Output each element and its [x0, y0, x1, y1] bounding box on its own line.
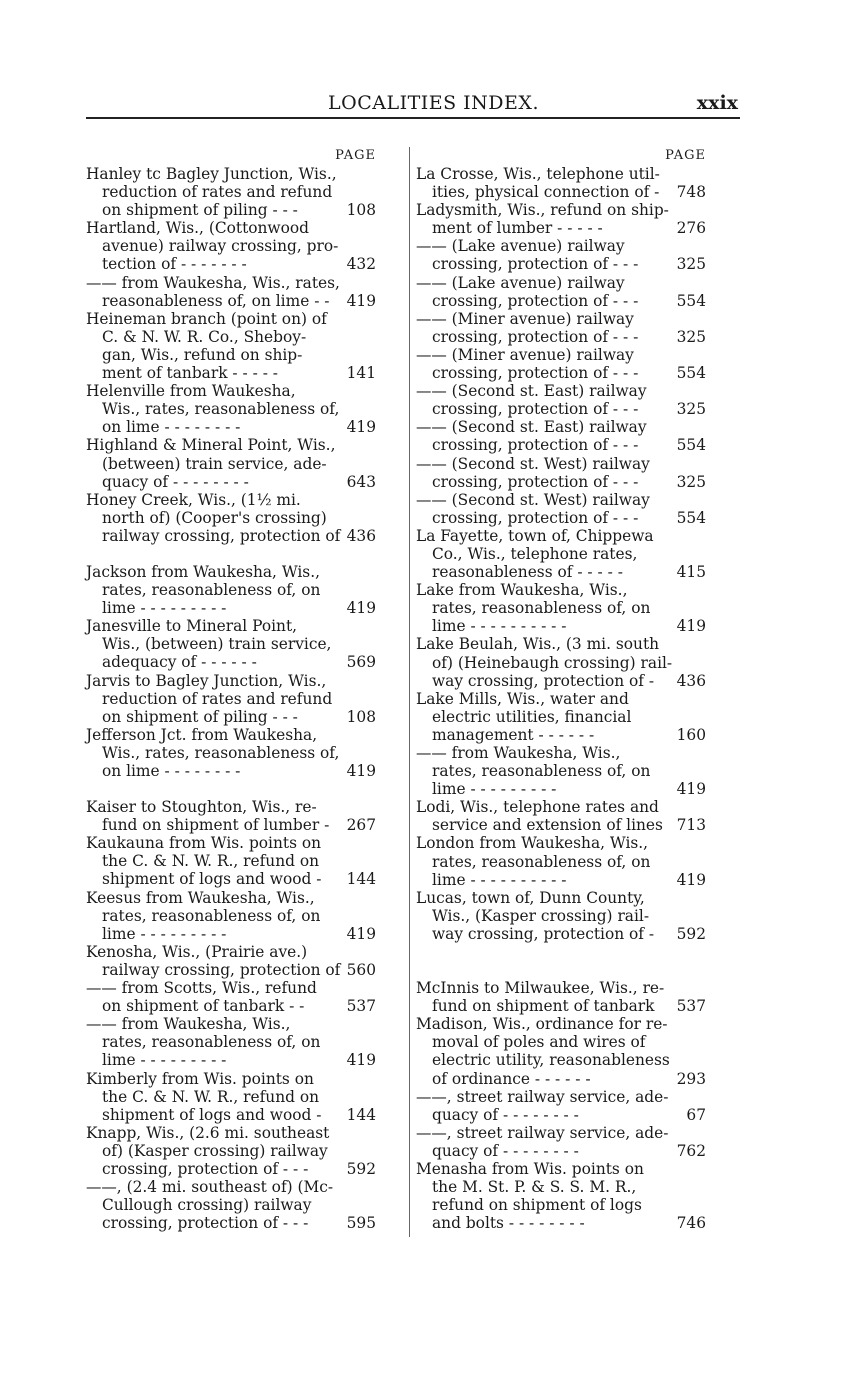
entry-line: Wis., rates, reasonableness of, — [102, 400, 340, 419]
entry-line: —— (Miner avenue) railway — [416, 309, 634, 328]
entry-line: reasonableness of - - - - - — [432, 563, 623, 582]
entry-line: —— from Waukesha, Wis., — [86, 1015, 291, 1034]
index-entry — [86, 979, 376, 1015]
entry-line: Hanley tc Bagley Junction, Wis., — [86, 165, 337, 183]
index-entry — [86, 726, 376, 780]
index-entry — [416, 382, 706, 418]
entry-line: —— (Lake avenue) railway — [416, 237, 625, 256]
entry-line: ities, physical connection of - — [432, 183, 660, 202]
page-reference: 762 — [676, 1141, 706, 1160]
entry-line: Helenville from Waukesha, — [86, 382, 296, 401]
entry-line: Madison, Wis., ordinance for re- — [416, 1015, 668, 1034]
entry-line: the M. St. P. & S. S. M. R., — [432, 1178, 637, 1197]
page-reference: 276 — [676, 219, 706, 238]
page-number: xxix — [696, 92, 738, 114]
entry-line: Ladysmith, Wis., refund on ship- — [416, 201, 669, 220]
entry-line: La Fayette, town of, Chippewa — [416, 526, 654, 545]
entry-line: Hartland, Wis., (Cottonwood — [86, 219, 309, 238]
index-entry — [86, 1015, 376, 1069]
entry-line: lime - - - - - - - - - — [102, 599, 227, 618]
entry-line: La Crosse, Wis., telephone util- — [416, 165, 660, 183]
entry-line: of ordinance - - - - - - — [432, 1069, 591, 1088]
index-entry — [86, 798, 376, 834]
entry-line: rates, reasonableness of, on — [102, 906, 321, 925]
entry-line: gan, Wis., refund on ship- — [102, 345, 303, 364]
entry-line: crossing, protection of - - - — [102, 1214, 309, 1233]
index-entry — [86, 436, 376, 490]
entry-line: crossing, protection of - - - — [432, 327, 639, 346]
page-reference: 419 — [676, 870, 706, 889]
page-reference: 419 — [346, 291, 376, 310]
page-reference: 436 — [676, 671, 706, 690]
index-entry — [416, 527, 706, 581]
entry-line: Kimberly from Wis. points on — [86, 1069, 314, 1088]
index-entry — [86, 563, 376, 617]
entry-line: Lodi, Wis., telephone rates and — [416, 798, 659, 817]
page-reference: 537 — [346, 997, 376, 1016]
entry-line: (between) train service, ade- — [102, 454, 327, 473]
index-entry — [86, 834, 376, 888]
entry-line: on lime - - - - - - - - — [102, 418, 241, 437]
entry-line: the C. & N. W. R., refund on — [102, 1087, 320, 1106]
entry-line: ——, street railway service, ade- — [416, 1123, 669, 1142]
page-reference: 554 — [676, 436, 706, 455]
entry-line: avenue) railway crossing, pro- — [102, 237, 339, 256]
page-reference: 419 — [346, 418, 376, 437]
entry-line: —— from Waukesha, Wis., rates, — [86, 273, 340, 292]
entry-line: Wis., rates, reasonableness of, — [102, 743, 340, 762]
entry-line: rates, reasonableness of, on — [432, 852, 651, 871]
page-reference: 144 — [346, 1105, 376, 1124]
index-entry — [416, 346, 706, 382]
index-entry — [416, 237, 706, 273]
index-entry — [416, 834, 706, 888]
entry-line: rates, reasonableness of, on — [432, 762, 651, 781]
entry-line: on shipment of piling - - - — [102, 201, 298, 220]
entry-line: railway crossing, protection of — [102, 960, 341, 979]
entry-line: Kenosha, Wis., (Prairie ave.) — [86, 942, 308, 961]
section-gap — [86, 780, 376, 798]
entry-line: —— (Second st. East) railway — [416, 418, 647, 437]
entry-line: crossing, protection of - - - — [432, 436, 639, 455]
index-entry — [416, 798, 706, 834]
entry-line: Kaukauna from Wis. points on — [86, 834, 322, 853]
page-reference: 432 — [346, 255, 376, 274]
entry-line: C. & N. W. R. Co., Sheboy- — [102, 327, 307, 346]
page-reference: 713 — [676, 816, 706, 835]
entry-line: ment of tanbark - - - - - — [102, 364, 278, 383]
entry-line: of) (Kasper crossing) railway — [102, 1141, 328, 1160]
page-reference: 419 — [346, 762, 376, 780]
entry-line: the C. & N. W. R., refund on — [102, 852, 320, 871]
page-reference: 560 — [346, 960, 376, 979]
page-reference: 108 — [346, 707, 376, 726]
entry-line: adequacy of - - - - - - — [102, 653, 257, 672]
index-entry — [416, 889, 706, 943]
index-entry — [86, 672, 376, 726]
entry-line: crossing, protection of - - - — [432, 508, 639, 527]
index-entry — [86, 943, 376, 979]
entry-line: reduction of rates and refund — [102, 183, 333, 202]
entry-line: —— (Second st. West) railway — [416, 454, 650, 473]
index-entry — [86, 491, 376, 545]
page-reference: 554 — [676, 508, 706, 527]
entry-line: Lake Beulah, Wis., (3 mi. south — [416, 635, 660, 654]
entry-line: quacy of - - - - - - - - — [432, 1141, 579, 1160]
entry-line: London from Waukesha, Wis., — [416, 834, 649, 853]
index-entry — [86, 617, 376, 671]
entry-line: way crossing, protection of - — [432, 924, 655, 943]
page-reference: 592 — [676, 924, 706, 943]
entry-line: rates, reasonableness of, on — [102, 1033, 321, 1052]
entry-line: Wis., (Kasper crossing) rail- — [432, 906, 650, 925]
entry-line: moval of poles and wires of — [432, 1033, 646, 1052]
page-reference: 325 — [676, 472, 706, 491]
page-reference: 537 — [676, 997, 706, 1016]
entry-line: crossing, protection of - - - — [102, 1159, 309, 1178]
page-reference: 419 — [676, 617, 706, 636]
index-entry — [86, 165, 376, 219]
page-reference: 554 — [676, 364, 706, 383]
entry-line: and bolts - - - - - - - - — [432, 1214, 585, 1233]
entry-line: —— from Scotts, Wis., refund — [86, 979, 317, 998]
index-entry — [416, 979, 706, 1015]
page-reference: 415 — [676, 563, 706, 582]
entry-line: rates, reasonableness of, on — [432, 599, 651, 618]
entry-line: Jackson from Waukesha, Wis., — [86, 562, 320, 581]
left-column — [86, 147, 376, 1232]
page-reference: 325 — [676, 400, 706, 419]
page-reference: 419 — [676, 780, 706, 799]
index-entry — [416, 635, 706, 689]
entry-line: on lime - - - - - - - - — [102, 762, 241, 780]
entry-line: Menasha from Wis. points on — [416, 1159, 644, 1178]
page-reference: 595 — [346, 1214, 376, 1233]
page-reference: 746 — [676, 1214, 706, 1233]
index-entry — [86, 274, 376, 310]
index-entry — [416, 581, 706, 635]
entry-line: north of) (Cooper's crossing) — [102, 508, 327, 527]
index-entry — [86, 889, 376, 943]
entry-line: on shipment of piling - - - — [102, 707, 298, 726]
entry-line: fund on shipment of tanbark — [432, 997, 655, 1016]
entry-line: lime - - - - - - - - - — [102, 924, 227, 943]
entry-line: crossing, protection of - - - — [432, 364, 639, 383]
entry-line: railway crossing, protection of — [102, 526, 341, 545]
index-entry — [416, 690, 706, 744]
index-entry — [86, 382, 376, 436]
entry-line: shipment of logs and wood - — [102, 870, 322, 889]
entry-line: crossing, protection of - - - — [432, 255, 639, 274]
entry-line: Janesville to Mineral Point, — [86, 617, 298, 636]
entry-line: crossing, protection of - - - — [432, 400, 639, 419]
page-reference: 141 — [346, 364, 376, 383]
entry-line: Wis., (between) train service, — [102, 635, 332, 654]
entry-line: —— (Lake avenue) railway — [416, 273, 625, 292]
page-reference: 419 — [346, 924, 376, 943]
right-entries — [416, 165, 706, 1232]
page-reference: 554 — [676, 291, 706, 310]
index-entry — [416, 1160, 706, 1232]
entry-line: Kaiser to Stoughton, Wis., re- — [86, 798, 317, 817]
entry-line: —— (Second st. West) railway — [416, 490, 650, 509]
page-reference: 293 — [676, 1069, 706, 1088]
section-gap — [86, 545, 376, 563]
index-entry — [86, 1070, 376, 1124]
entry-line: electric utility, reasonableness — [432, 1051, 670, 1070]
entry-line: —— from Waukesha, Wis., — [416, 744, 621, 762]
page-reference: 436 — [346, 526, 376, 545]
index-entry — [86, 1178, 376, 1232]
entry-line: tection of - - - - - - - — [102, 255, 247, 274]
entry-line: Knapp, Wis., (2.6 mi. southeast — [86, 1123, 330, 1142]
page-reference: 748 — [676, 183, 706, 202]
entry-line: electric utilities, financial — [432, 707, 632, 726]
entry-line: Heineman branch (point on) of — [86, 309, 327, 328]
entry-line: lime - - - - - - - - - - — [432, 617, 567, 636]
index-entry — [416, 455, 706, 491]
page-reference: 643 — [346, 472, 376, 491]
entry-line: McInnis to Milwaukee, Wis., re- — [416, 979, 665, 998]
entry-line: Cullough crossing) railway — [102, 1196, 312, 1215]
left-column-heading: PAGE — [335, 148, 376, 163]
entry-line: quacy of - - - - - - - - — [432, 1105, 579, 1124]
page-reference: 67 — [686, 1105, 706, 1124]
entry-line: —— (Second st. East) railway — [416, 382, 647, 401]
entry-line: of) (Heinebaugh crossing) rail- — [432, 653, 673, 672]
section-gap — [416, 943, 706, 979]
page-reference: 160 — [676, 725, 706, 744]
page-reference: 569 — [346, 653, 376, 672]
entry-line: management - - - - - - — [432, 725, 595, 744]
left-entries — [86, 165, 376, 1232]
entry-line: crossing, protection of - - - — [432, 472, 639, 491]
entry-line: —— (Miner avenue) railway — [416, 345, 634, 364]
entry-line: reduction of rates and refund — [102, 689, 333, 708]
right-column — [416, 147, 706, 1232]
entry-line: Highland & Mineral Point, Wis., — [86, 436, 336, 455]
page-reference: 325 — [676, 255, 706, 274]
index-entry — [416, 310, 706, 346]
entry-line: ——, (2.4 mi. southeast of) (Mc- — [86, 1178, 334, 1197]
entry-line: rates, reasonableness of, on — [102, 581, 321, 600]
entry-line: quacy of - - - - - - - - — [102, 472, 249, 491]
index-entry — [416, 1088, 706, 1124]
entry-line: fund on shipment of lumber - — [102, 816, 330, 835]
entry-line: reasonableness of, on lime - - — [102, 291, 330, 310]
header-rule — [86, 117, 740, 119]
page-reference: 419 — [346, 599, 376, 618]
entry-line: crossing, protection of - - - — [432, 291, 639, 310]
entry-line: way crossing, protection of - — [432, 671, 655, 690]
page-reference: 419 — [346, 1051, 376, 1070]
index-entry — [416, 418, 706, 454]
entry-line: shipment of logs and wood - — [102, 1105, 322, 1124]
entry-line: Lake from Waukesha, Wis., — [416, 581, 628, 600]
index-entry — [416, 744, 706, 798]
index-entry — [86, 1124, 376, 1178]
index-entry — [416, 1124, 706, 1160]
entry-line: Jefferson Jct. from Waukesha, — [86, 725, 318, 744]
index-entry — [416, 201, 706, 237]
page-title: LOCALITIES INDEX. — [328, 92, 539, 114]
index-entry — [416, 1015, 706, 1087]
entry-line: lime - - - - - - - - - — [102, 1051, 227, 1070]
index-entry — [86, 219, 376, 273]
entry-line: Jarvis to Bagley Junction, Wis., — [86, 671, 327, 690]
page-reference: 325 — [676, 327, 706, 346]
page-reference: 592 — [346, 1159, 376, 1178]
entry-line: ——, street railway service, ade- — [416, 1087, 669, 1106]
index-entry — [86, 310, 376, 382]
entry-line: on shipment of tanbark - - — [102, 997, 305, 1016]
entry-line: Co., Wis., telephone rates, — [432, 544, 638, 563]
page-reference: 108 — [346, 201, 376, 220]
page-reference: 144 — [346, 870, 376, 889]
entry-line: Lake Mills, Wis., water and — [416, 689, 629, 708]
page-reference: 267 — [346, 816, 376, 835]
index-entry — [416, 165, 706, 201]
entry-line: service and extension of lines — [432, 816, 663, 835]
right-column-heading: PAGE — [665, 148, 706, 163]
entry-line: ment of lumber - - - - - — [432, 219, 603, 238]
entry-line: lime - - - - - - - - - - — [432, 870, 567, 889]
entry-line: refund on shipment of logs — [432, 1196, 642, 1215]
column-divider — [409, 147, 410, 1237]
index-entry — [416, 491, 706, 527]
entry-line: Keesus from Waukesha, Wis., — [86, 888, 315, 907]
index-entry — [416, 274, 706, 310]
entry-line: Honey Creek, Wis., (1½ mi. — [86, 490, 301, 509]
entry-line: Lucas, town of, Dunn County, — [416, 888, 645, 907]
entry-line: lime - - - - - - - - - — [432, 780, 557, 799]
